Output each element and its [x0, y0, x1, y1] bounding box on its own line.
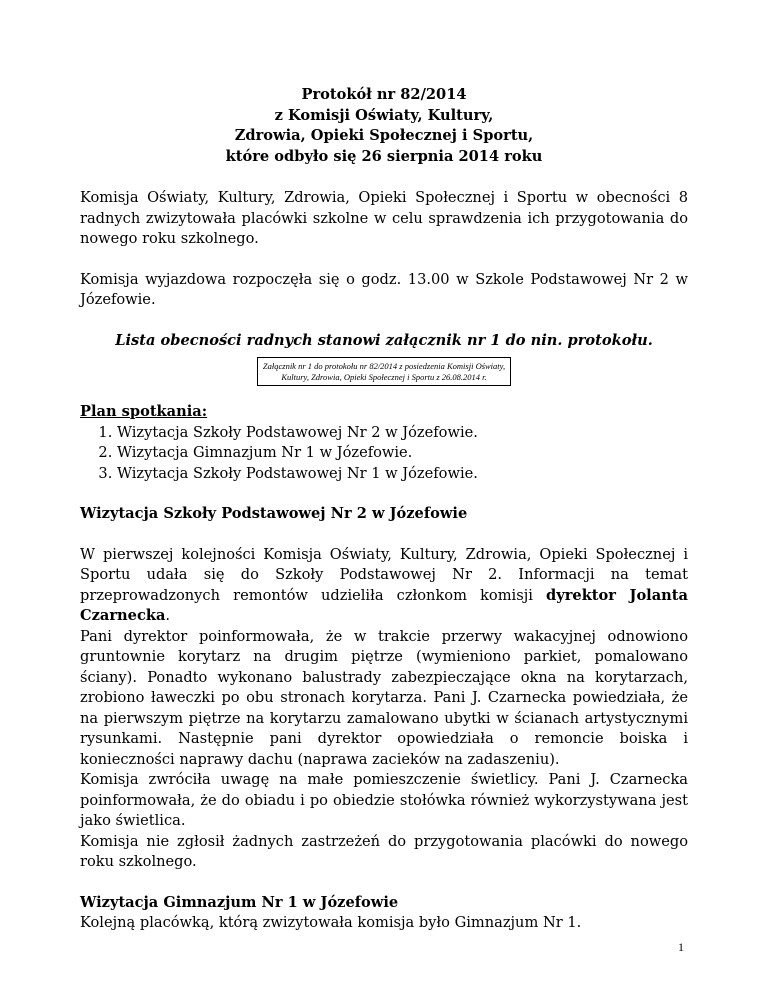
start-paragraph: Komisja wyjazdowa rozpoczęła się o godz. 13.00 w Szkole Podstawowej Nr 2 w Józefowie.	[80, 270, 688, 308]
plan-list	[80, 423, 688, 485]
plan-item: 1. Wizytacja Szkoły Podstawowej Nr 2 w Józefowie.	[117, 423, 688, 444]
section1-paragraph-1	[80, 545, 688, 627]
director-name: dyrektor Jolanta Czarnecka	[80, 586, 688, 624]
title-line-1: Protokół nr 82/2014	[301, 86, 467, 103]
section2-paragraph-1: Kolejną placówką, którą zwizytowała komisja było Gimnazjum Nr 1.	[80, 914, 582, 931]
section1-paragraph-2: Pani dyrektor poinformowała, że w trakcie przerwy wakacyjnej odnowiono gruntownie korytarz na drugim piętrze (wymieniono parkiet, pomalowano ściany). Ponadto wykonano balustrady zabezpieczające okna na korytarzach, zrobiono ławeczki po obu stronach korytarza. Pani J. Czarnecka powiedziała, że na pierwszym piętrze na korytarzu zamalowano ubytki w ścianach artystycznymi rysunkami. Następnie pani dyrektor opowiedziała o remoncie boiska i konieczności naprawy dachu (naprawa zacieków na zadaszeniu).	[80, 627, 688, 768]
intro-paragraph: Komisja Oświaty, Kultury, Zdrowia, Opieki Społecznej i Sportu w obecności 8 radnych zwizytowała placówki szkolne w celu sprawdzenia ich przygotowania do nowego roku szkolnego.	[80, 189, 688, 247]
section1-paragraph-4: Komisja nie zgłosił żadnych zastrzeżeń do przygotowania placówki do nowego roku szkolnego.	[80, 832, 688, 870]
section2-heading: Wizytacja Gimnazjum Nr 1 w Józefowie	[80, 893, 399, 911]
title-line-4: które odbyło się 26 sierpnia 2014 roku	[225, 147, 543, 165]
document-title	[80, 85, 688, 167]
document-body	[80, 85, 688, 934]
section1-heading: Wizytacja Szkoły Podstawowej Nr 2 w Józefowie	[80, 505, 468, 522]
title-line-3: Zdrowia, Opieki Społecznej i Sportu,	[234, 127, 534, 144]
plan-section	[80, 402, 688, 484]
plan-item: 2. Wizytacja Gimnazjum Nr 1 w Józefowie.	[117, 443, 688, 464]
plan-heading: Plan spotkania:	[80, 403, 208, 420]
attachment-note-box: Załącznik nr 1 do protokołu nr 82/2014 z posiedzenia Komisji Oświaty, Kultury, Zdrowia, Opieki Społecznej i Sportu z 26.08.2014 r.	[257, 357, 511, 386]
plan-item: 3. Wizytacja Szkoły Podstawowej Nr 1 w Józefowie.	[117, 464, 688, 485]
title-line-2: z Komisji Oświaty, Kultury,	[274, 106, 494, 124]
section1-p1-text: W pierwszej kolejności Komisja Oświaty, Kultury, Zdrowia, Opieki Społecznej i Sportu udała się do Szkoły Podstawowej Nr 2. Informacji na temat przeprowadzonych remontów udzieliła członkom komisji	[80, 545, 688, 604]
section1-paragraph-3: Komisja zwróciła uwagę na małe pomieszczenie świetlicy. Pani J. Czarnecka poinformowała, że do obiadu i po obiedzie stołówka również wykorzystywana jest jako świetlica.	[80, 771, 688, 829]
attendance-line: Lista obecności radnych stanowi załącznik nr 1 do nin. protokołu.	[115, 331, 653, 349]
section1-p1-end: .	[165, 607, 171, 624]
page-number: 1	[678, 940, 684, 954]
